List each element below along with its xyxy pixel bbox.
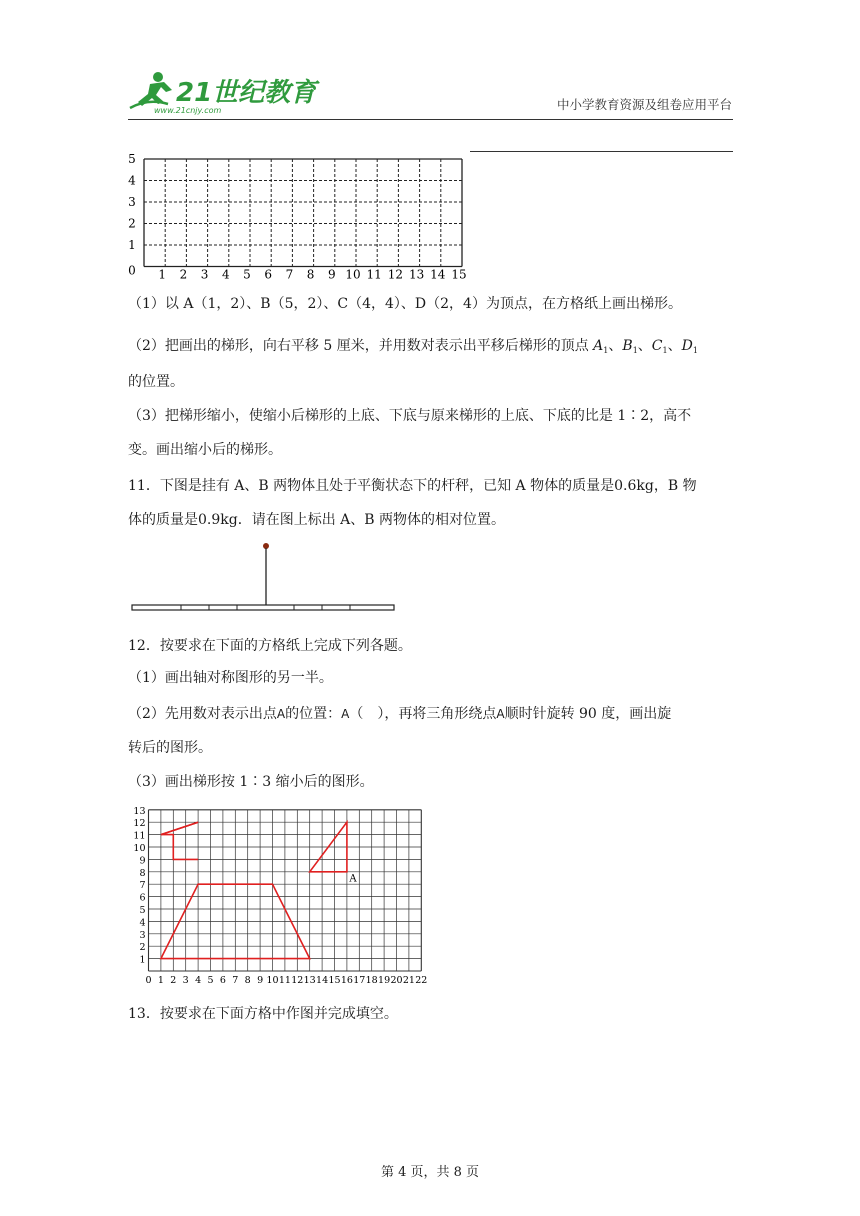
- q12-part2-cont: 转后的图形。: [128, 740, 212, 756]
- sep: 、: [667, 338, 682, 354]
- y-tick-label: 3: [139, 929, 146, 941]
- y-tick-label: 5: [139, 905, 146, 916]
- x-tick-label: 1: [157, 975, 164, 986]
- x-tick-label: 4: [195, 975, 202, 986]
- y-tick-label: 4: [139, 917, 146, 929]
- x-tick-label: 4: [221, 267, 230, 282]
- q13-title: 13．按要求在下面方格中作图并完成填空。: [128, 1006, 398, 1022]
- sub-1: 1: [603, 346, 609, 355]
- sep: 、: [637, 338, 652, 354]
- q11-text-c: 体的质量是: [128, 512, 198, 528]
- q10-part3-line1: （3）把梯形缩小，使缩小后梯形的上底、下底与原来梯形的上底、下底的比是 1∶2，高不: [128, 408, 692, 424]
- x-tick-label: 22: [415, 975, 428, 986]
- y-tick-label: 11: [133, 830, 146, 842]
- x-tick-label: 19: [378, 975, 391, 986]
- q11-text-b: ，B 物: [653, 478, 697, 494]
- vertex-c1: C: [651, 338, 663, 354]
- q12-title: 12．按要求在下面的方格纸上完成下列各题。: [128, 638, 412, 654]
- header-divider: [128, 119, 733, 120]
- x-tick-label: 12: [387, 267, 404, 282]
- grid-paper-1: [120, 150, 480, 285]
- q12-part3: （3）画出梯形按 1∶3 缩小后的图形。: [128, 774, 374, 790]
- q12-text-d: 顺时针旋转 90 度，画出旋: [504, 706, 672, 722]
- point-a: A: [341, 707, 350, 721]
- y-tick-label: 2: [139, 942, 146, 954]
- y-tick-label: 10: [133, 843, 146, 854]
- x-tick-label: 2: [170, 975, 177, 986]
- y-tick-label: 2: [128, 216, 136, 231]
- x-tick-label: 11: [278, 975, 291, 986]
- point-a: A: [496, 707, 505, 721]
- q12-text-c: （ ），再将三角形绕点: [349, 706, 497, 722]
- q12-text-a: （2）先用数对表示出点: [128, 706, 277, 722]
- half-symmetric-edge: [161, 822, 198, 834]
- x-tick-label: 16: [340, 975, 353, 986]
- x-tick-label: 10: [345, 267, 361, 282]
- x-tick-label: 7: [285, 267, 294, 282]
- q10-part1: （1）以 A（1，2）、B（5，2）、C（4，4）、D（2，4）为顶点，在方格纸上画出梯形。: [128, 296, 682, 312]
- x-tick-label: 18: [365, 975, 378, 986]
- sep: 、: [608, 338, 623, 354]
- q11-text-a: 11．下图是挂有 A、B 两物体且处于平衡状态下的杆秤，已知 A 物体的质量是: [128, 478, 615, 494]
- mass-a: 0.6kg: [614, 478, 654, 494]
- x-tick-label: 20: [390, 975, 403, 986]
- x-tick-label: 21: [402, 975, 415, 986]
- x-tick-label: 14: [430, 267, 446, 282]
- site-name: 中小学教育资源及组卷应用平台: [556, 97, 732, 112]
- y-tick-label: 13: [133, 805, 146, 817]
- x-tick-label: 17: [353, 975, 366, 986]
- y-tick-label: 12: [133, 818, 146, 830]
- grid-top-rule: [470, 151, 733, 152]
- x-tick-label: 11: [366, 267, 382, 282]
- sub-1: 1: [632, 346, 638, 355]
- sub-1: 1: [692, 346, 698, 355]
- x-tick-label: 3: [182, 975, 189, 986]
- y-tick-label: 0: [128, 263, 136, 278]
- site-logo: [128, 68, 317, 118]
- point-a-label: A: [349, 873, 357, 885]
- x-tick-label: 15: [328, 975, 341, 986]
- vertex-d1: D: [681, 338, 693, 354]
- q11-line1: [128, 476, 738, 496]
- q11-text-d: ．请在图上标出 A、B 两物体的相对位置。: [237, 512, 506, 528]
- x-tick-label: 1: [158, 267, 167, 282]
- q12-part2: [128, 704, 738, 724]
- y-tick-label: 1: [128, 238, 136, 252]
- y-tick-label: 9: [139, 855, 146, 867]
- point-a: A: [276, 707, 286, 721]
- x-tick-label: 8: [244, 975, 251, 986]
- q10-part3-line2: 变。画出缩小后的梯形。: [128, 442, 282, 458]
- page-footer: 第 4 页，共 8 页: [380, 1165, 480, 1180]
- x-tick-label: 7: [232, 975, 239, 986]
- steelyard-diagram: [128, 538, 400, 618]
- logo-runner-icon: [128, 68, 317, 118]
- y-tick-label: 8: [139, 867, 146, 879]
- q11-line2: [128, 510, 738, 530]
- x-tick-label: 6: [264, 267, 273, 282]
- vertex-b1: B: [622, 338, 633, 354]
- x-tick-label: 3: [200, 267, 209, 282]
- x-tick-label: 13: [408, 267, 425, 282]
- balance-beam: [132, 605, 394, 610]
- q10-part2-end: 的位置。: [128, 374, 184, 390]
- q12-part1: （1）画出轴对称图形的另一半。: [128, 670, 333, 686]
- vertex-a1: A: [593, 338, 604, 354]
- y-tick-label: 1: [139, 954, 146, 966]
- x-tick-label: 2: [179, 267, 188, 282]
- x-tick-label: 5: [207, 975, 214, 986]
- x-tick-label: 8: [306, 267, 315, 282]
- grid-paper-2: [128, 800, 438, 990]
- y-tick-label: 5: [128, 152, 136, 166]
- q12-text-b: 的位置：: [285, 706, 342, 722]
- x-tick-label: 12: [291, 975, 304, 986]
- logo-text: 21世纪教育: [176, 78, 317, 108]
- y-tick-label: 6: [139, 892, 146, 904]
- x-tick-label: 10: [266, 975, 279, 986]
- sub-1: 1: [662, 346, 668, 355]
- mass-b: 0.9kg: [198, 512, 238, 528]
- q10-part2-text: （2）把画出的梯形，向右平移 5 厘米，并用数对表示出平移后梯形的顶点: [128, 338, 589, 354]
- x-tick-label: 15: [451, 267, 467, 282]
- x-tick-label: 13: [303, 975, 316, 986]
- x-tick-label: 9: [257, 975, 264, 986]
- x-tick-label: 0: [145, 975, 152, 986]
- x-tick-label: 6: [219, 975, 226, 986]
- q10-part2: [128, 336, 738, 361]
- y-tick-label: 7: [139, 880, 146, 892]
- y-tick-label: 4: [128, 173, 136, 188]
- logo-url: www.21cnjy.com: [154, 106, 222, 115]
- y-tick-label: 3: [128, 195, 136, 209]
- x-tick-label: 5: [243, 267, 251, 282]
- x-tick-label: 14: [316, 975, 329, 986]
- x-tick-label: 9: [327, 267, 336, 282]
